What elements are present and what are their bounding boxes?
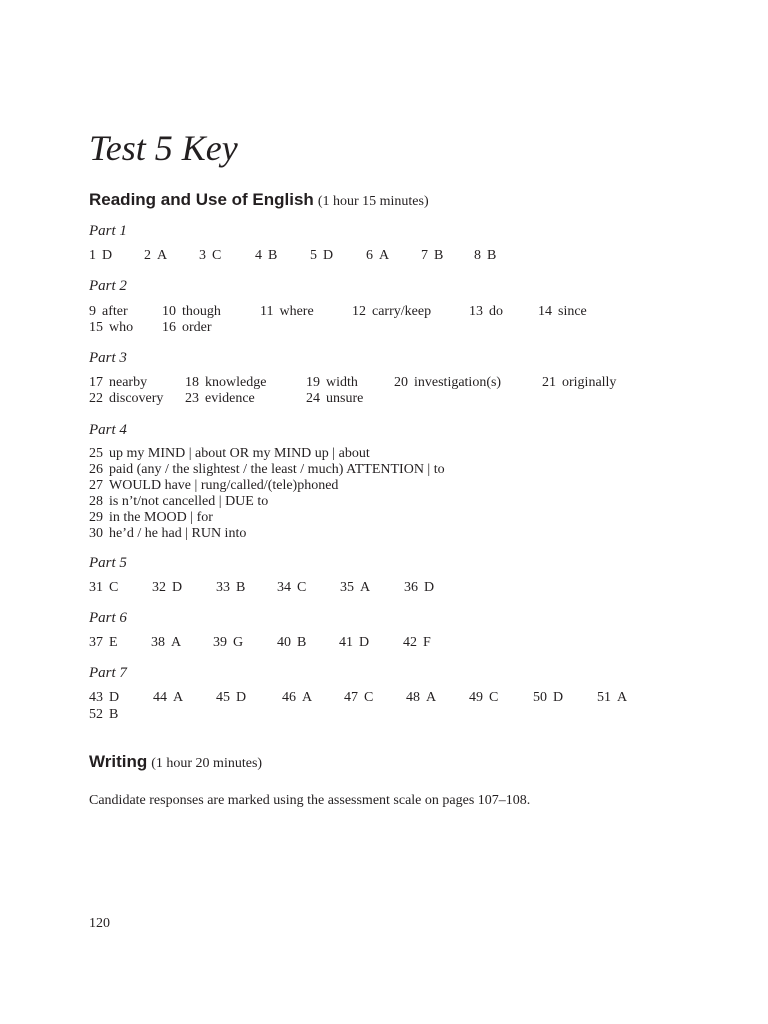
answer-text: C (109, 580, 119, 595)
question-number: 42 (403, 635, 417, 650)
answer-text: B (268, 248, 278, 263)
answer-text: discovery (109, 391, 164, 406)
question-number: 40 (277, 635, 291, 650)
reading-duration: (1 hour 15 minutes) (317, 194, 429, 209)
answer-item (538, 303, 587, 320)
writing-note: Candidate responses are marked using the assessment scale on pages 107–108. (89, 793, 531, 808)
answer-text: A (360, 580, 371, 595)
answer-text: up my MIND | about OR my MIND up | about (109, 446, 370, 461)
answer-item (282, 689, 312, 706)
answer-item (89, 319, 133, 336)
writing-heading: Writing (89, 752, 148, 771)
answer-text: A (379, 248, 390, 263)
answer-text: order (182, 320, 212, 335)
answer-text: D (172, 580, 183, 595)
question-number: 51 (597, 690, 611, 705)
answer-item (421, 247, 443, 264)
answer-text: WOULD have | rung/called/(tele)phoned (109, 478, 339, 493)
answer-text: evidence (205, 391, 255, 406)
answer-row (89, 579, 729, 596)
answer-row (89, 493, 729, 510)
answer-row (89, 525, 729, 542)
answer-row (89, 706, 729, 723)
answer-item (597, 689, 627, 706)
answer-text: he’d / he had | RUN into (109, 526, 247, 541)
answer-item (153, 689, 183, 706)
question-number: 52 (89, 707, 103, 722)
question-number: 44 (153, 690, 167, 705)
answer-item (89, 390, 163, 407)
answer-item (366, 247, 389, 264)
answer-text: D (553, 690, 564, 705)
answer-item (89, 579, 118, 596)
question-number: 38 (151, 635, 165, 650)
answer-item (352, 303, 431, 320)
question-number: 33 (216, 580, 230, 595)
answer-text: originally (562, 375, 617, 390)
question-number: 31 (89, 580, 103, 595)
answer-item (310, 247, 333, 264)
answer-row (89, 374, 729, 391)
answer-item (403, 634, 431, 651)
answer-item (277, 634, 306, 651)
answer-text: A (302, 690, 313, 705)
answer-row (89, 303, 729, 320)
part-label: Part 5 (89, 555, 127, 571)
question-number: 10 (162, 304, 176, 319)
answer-text: paid (any / the slightest / the least / much) ATTENTION | to (109, 462, 445, 477)
part-label: Part 7 (89, 665, 127, 681)
answer-text: A (426, 690, 437, 705)
answer-text: investigation(s) (414, 375, 502, 390)
question-number: 24 (306, 391, 320, 406)
question-number: 8 (474, 248, 481, 263)
answer-item (255, 247, 277, 264)
answer-text: width (326, 375, 358, 390)
question-number: 2 (144, 248, 151, 263)
answer-item (404, 579, 434, 596)
answer-item (89, 634, 118, 651)
question-number: 17 (89, 375, 103, 390)
answer-text: in the MOOD | for (109, 510, 213, 525)
answer-text: C (364, 690, 374, 705)
answer-item (162, 303, 221, 320)
answer-text: A (617, 690, 628, 705)
question-number: 1 (89, 248, 96, 263)
answer-item (474, 247, 496, 264)
answer-item (144, 247, 167, 264)
answer-text: C (489, 690, 499, 705)
question-number: 12 (352, 304, 366, 319)
answer-item (213, 634, 243, 651)
question-number: 22 (89, 391, 103, 406)
question-number: 6 (366, 248, 373, 263)
answer-text: do (489, 304, 503, 319)
answer-item (152, 579, 182, 596)
answer-row (89, 390, 729, 407)
answer-row (89, 461, 729, 478)
part-label: Part 2 (89, 278, 127, 294)
answer-item (542, 374, 616, 391)
answer-text: D (359, 635, 370, 650)
part-label: Part 3 (89, 350, 127, 366)
question-number: 26 (89, 462, 103, 477)
question-number: 25 (89, 446, 103, 461)
answer-row (89, 319, 729, 336)
reading-heading: Reading and Use of English (89, 190, 314, 209)
answer-item (89, 303, 128, 320)
answer-text: unsure (326, 391, 364, 406)
question-number: 5 (310, 248, 317, 263)
page-title: Test 5 Key (89, 128, 238, 168)
question-number: 23 (185, 391, 199, 406)
answer-row (89, 509, 729, 526)
answer-text: A (173, 690, 184, 705)
question-number: 30 (89, 526, 103, 541)
answer-text: C (297, 580, 307, 595)
answer-item (394, 374, 501, 391)
question-number: 35 (340, 580, 354, 595)
question-number: 21 (542, 375, 556, 390)
answer-text: though (182, 304, 221, 319)
question-number: 34 (277, 580, 291, 595)
answer-item (306, 390, 363, 407)
part-label: Part 4 (89, 422, 127, 438)
answer-item (306, 374, 358, 391)
answer-item (216, 689, 246, 706)
question-number: 16 (162, 320, 176, 335)
reading-section-heading (89, 190, 429, 210)
answer-text: D (109, 690, 120, 705)
answer-text: A (157, 248, 168, 263)
answer-row (89, 247, 729, 264)
answer-text: where (279, 304, 314, 319)
answer-item (216, 579, 245, 596)
answer-item (199, 247, 221, 264)
question-number: 29 (89, 510, 103, 525)
page-number: 120 (89, 916, 110, 931)
question-number: 45 (216, 690, 230, 705)
question-number: 18 (185, 375, 199, 390)
question-number: 39 (213, 635, 227, 650)
answer-text: B (434, 248, 444, 263)
question-number: 50 (533, 690, 547, 705)
question-number: 36 (404, 580, 418, 595)
answer-text: carry/keep (372, 304, 432, 319)
answer-text: is n’t/not cancelled | DUE to (109, 494, 269, 509)
answer-item (469, 303, 503, 320)
question-number: 43 (89, 690, 103, 705)
answer-item (533, 689, 563, 706)
answer-item (469, 689, 498, 706)
answer-text: B (109, 707, 119, 722)
question-number: 9 (89, 304, 96, 319)
answer-item (89, 374, 147, 391)
question-number: 4 (255, 248, 262, 263)
answer-text: nearby (109, 375, 148, 390)
writing-section-heading (89, 752, 262, 772)
question-number: 20 (394, 375, 408, 390)
question-number: 3 (199, 248, 206, 263)
question-number: 47 (344, 690, 358, 705)
question-number: 32 (152, 580, 166, 595)
answer-item (185, 390, 255, 407)
question-number: 41 (339, 635, 353, 650)
part-label: Part 1 (89, 223, 127, 239)
question-number: 48 (406, 690, 420, 705)
answer-text: B (236, 580, 246, 595)
answer-text: D (102, 248, 113, 263)
answer-text: E (109, 635, 118, 650)
question-number: 13 (469, 304, 483, 319)
answer-item (340, 579, 370, 596)
question-number: 19 (306, 375, 320, 390)
answer-item (277, 579, 306, 596)
answer-item (89, 706, 118, 723)
question-number: 11 (260, 304, 274, 319)
answer-text: B (297, 635, 307, 650)
answer-text: B (487, 248, 497, 263)
answer-item (89, 247, 112, 264)
answer-text: after (102, 304, 128, 319)
writing-duration: (1 hour 20 minutes) (151, 756, 263, 771)
answer-text: C (212, 248, 222, 263)
answer-item (89, 689, 119, 706)
question-number: 15 (89, 320, 103, 335)
answer-text: knowledge (205, 375, 267, 390)
answer-item (339, 634, 369, 651)
answer-item (406, 689, 436, 706)
question-number: 28 (89, 494, 103, 509)
answer-item (260, 303, 314, 320)
answer-text: D (236, 690, 247, 705)
answer-text: since (558, 304, 587, 319)
question-number: 37 (89, 635, 103, 650)
answer-text: F (423, 635, 431, 650)
part-label: Part 6 (89, 610, 127, 626)
question-number: 7 (421, 248, 428, 263)
answer-row (89, 689, 729, 706)
answer-item (162, 319, 212, 336)
answer-text: who (109, 320, 134, 335)
question-number: 46 (282, 690, 296, 705)
answer-item (185, 374, 266, 391)
answer-item (151, 634, 181, 651)
answer-text: D (323, 248, 334, 263)
answer-text: A (171, 635, 182, 650)
answer-row (89, 445, 729, 462)
answer-row (89, 634, 729, 651)
answer-text: G (233, 635, 244, 650)
answer-row (89, 477, 729, 494)
answer-text: D (424, 580, 435, 595)
question-number: 49 (469, 690, 483, 705)
answer-item (344, 689, 373, 706)
question-number: 14 (538, 304, 552, 319)
question-number: 27 (89, 478, 103, 493)
